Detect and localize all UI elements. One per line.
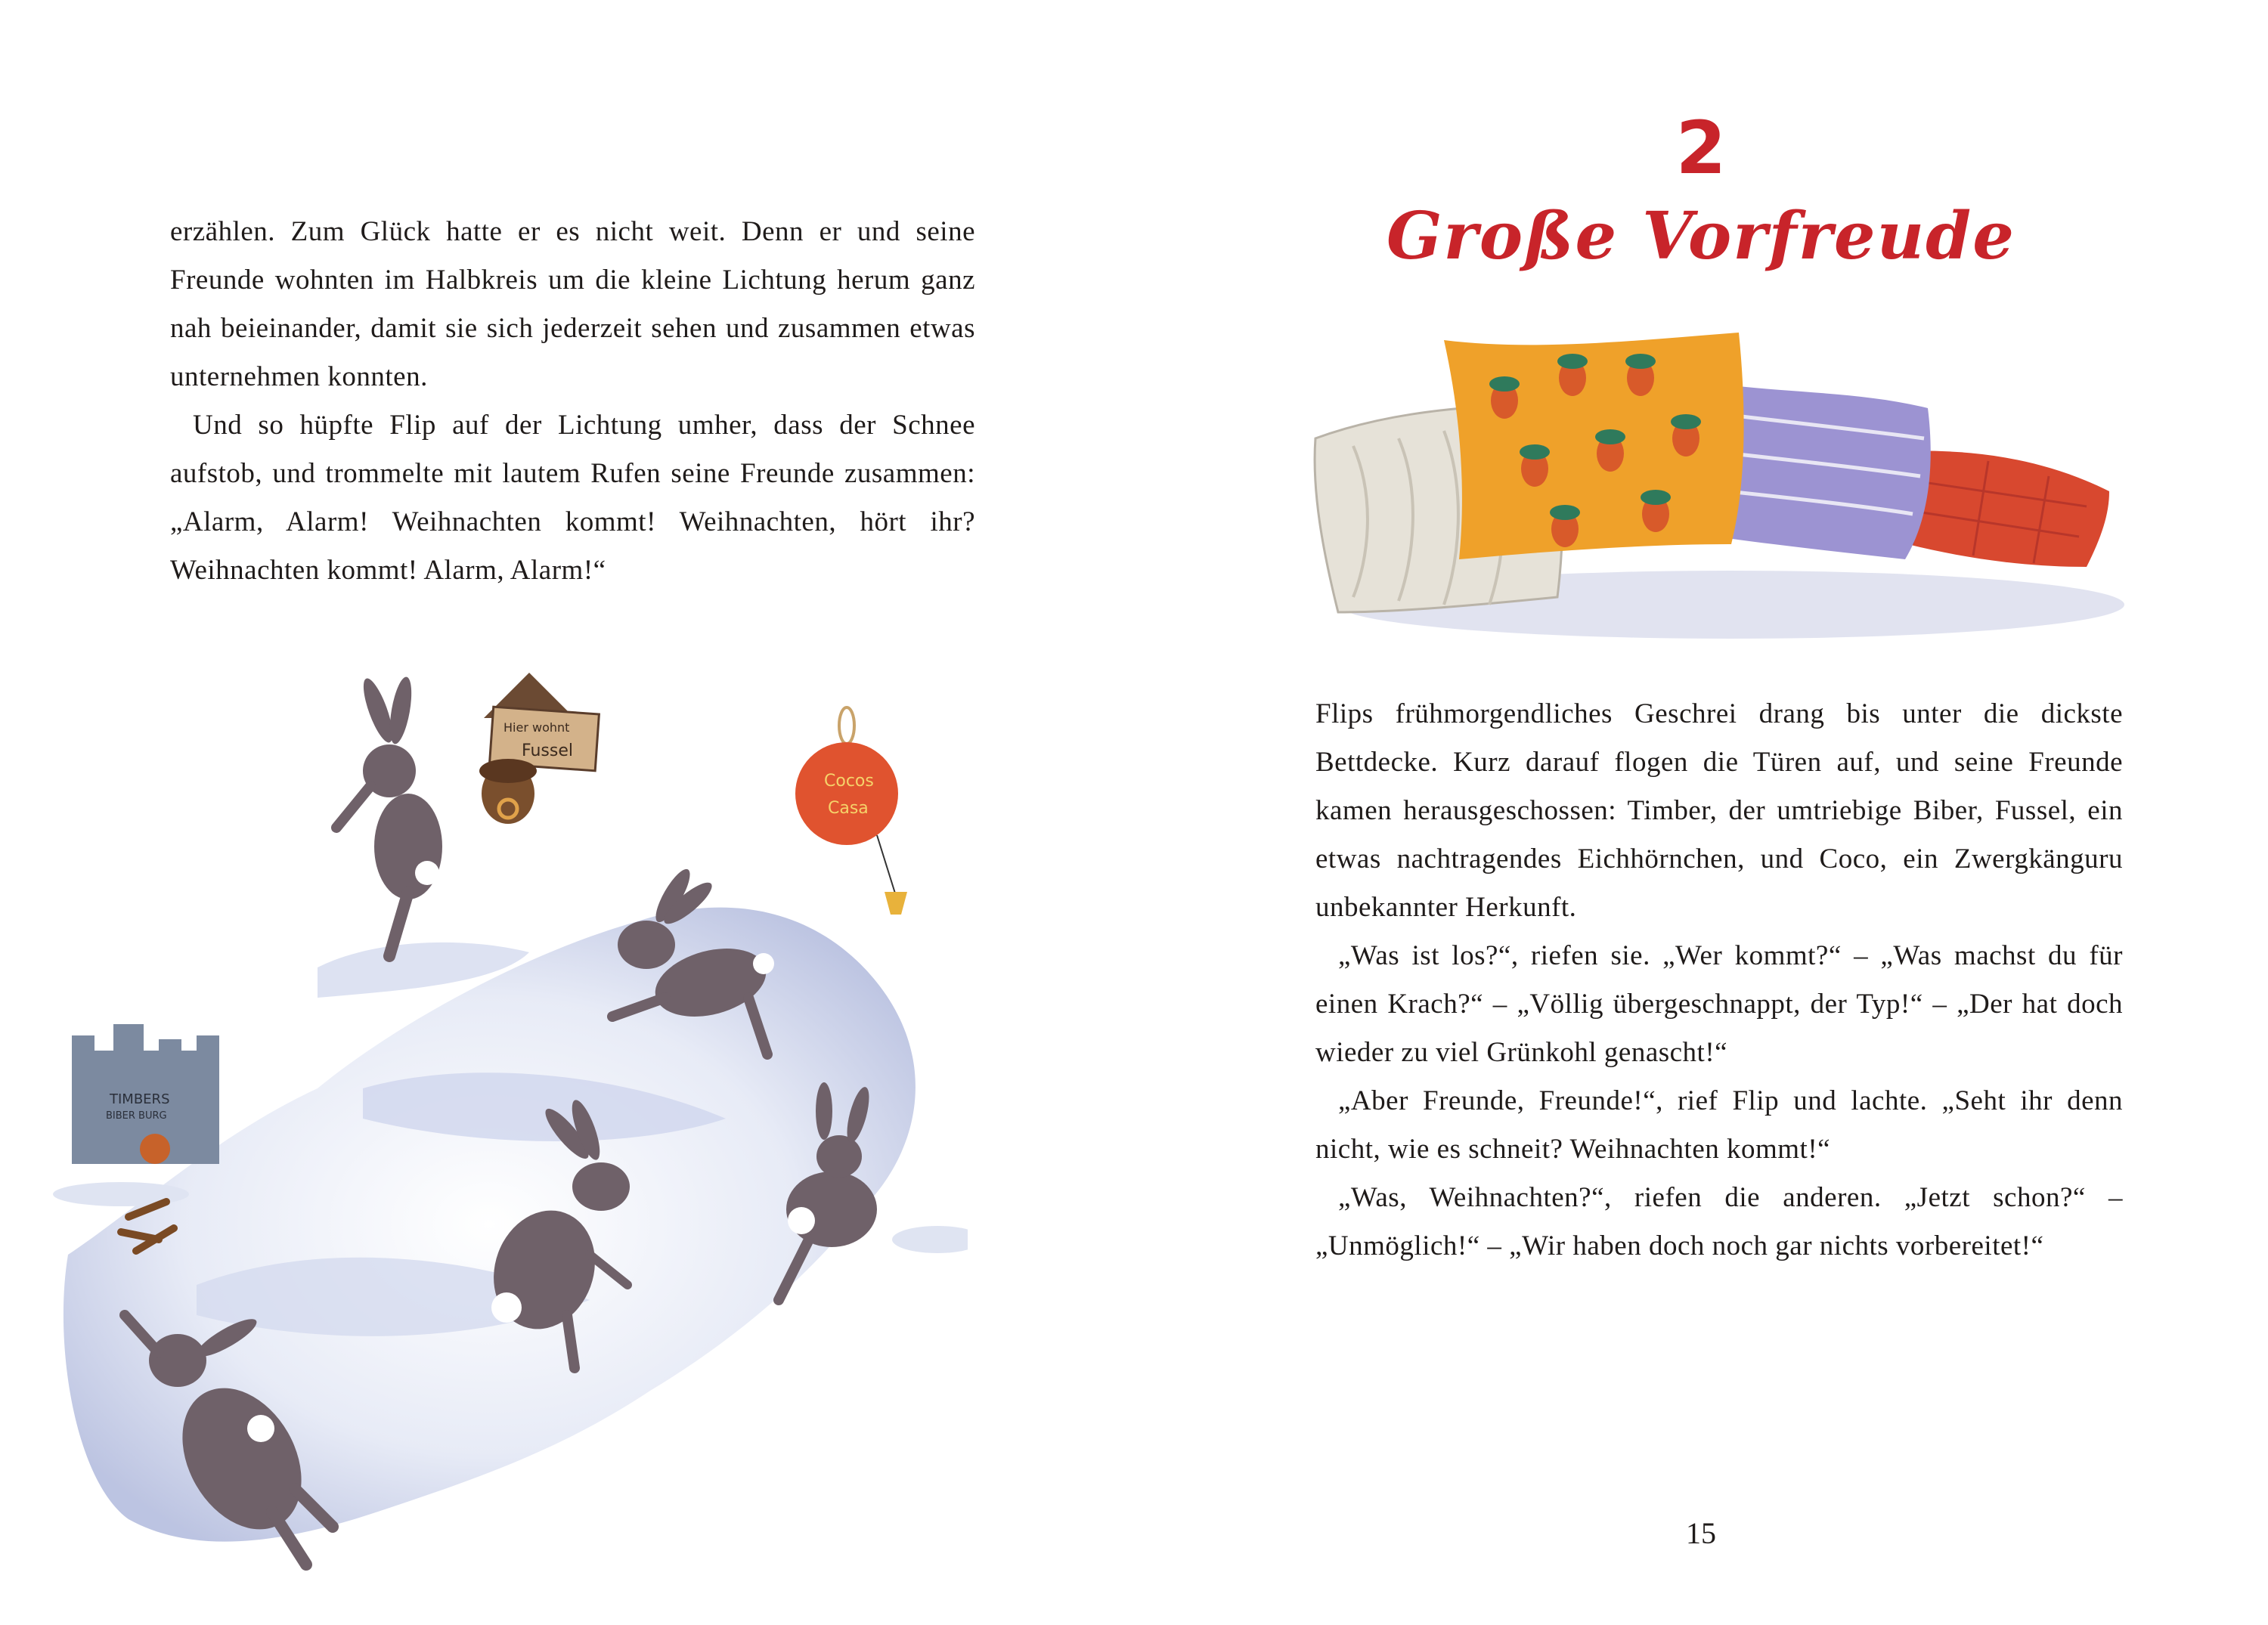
- fussel-sign: [479, 673, 599, 824]
- snow-bunnies-illustration: [45, 665, 968, 1602]
- right-page: [1134, 0, 2268, 1625]
- right-paragraph-4: „Was, Weihnachten?“, riefen die anderen. „Jetzt schon?“ – „Unmöglich!“ – „Wir haben doch noch gar nichts vorbereitet!“: [1315, 1182, 2123, 1261]
- left-paragraph-2: Und so hüpfte Flip auf der Lichtung umher, dass der Schnee aufstob, und trommelte mit lautem Rufen seine Freunde zusammen: „Alarm, Alarm! Weihnachten kommt! Weihnachten, hört ihr? Weihnachten kommt! Alarm, Alarm!“: [170, 410, 975, 586]
- pillows-illustration: [1308, 317, 2147, 658]
- timber-sign-line2: BIBER BURG: [106, 1110, 167, 1122]
- timber-sign-line1: TIMBERS: [110, 1091, 170, 1107]
- bunny: [336, 676, 442, 956]
- coco-sign-line1: Cocos: [824, 772, 874, 791]
- page-number: 15: [1686, 1516, 1716, 1550]
- pillow-orange: [1444, 333, 1744, 559]
- right-paragraph-1: Flips frühmorgendliches Geschrei drang bis unter die dickste Bettdecke. Kurz darauf flogen die Türen auf, und seine Freunde kamen herausgeschossen: Timber, der umtriebige Biber, Fussel, ein etwas nachtragendes Eichhörnchen, und Coco, ein Zwergkänguru unbekannter Herkunft.: [1315, 698, 2123, 923]
- left-page-text: [170, 208, 975, 595]
- coco-sign: [795, 707, 907, 915]
- right-page-text: [1315, 690, 2123, 1271]
- right-paragraph-3: „Aber Freunde, Freunde!“, rief Flip und lachte. „Seht ihr denn nicht, wie es schneit? Weihnachten kommt!“: [1315, 1085, 2123, 1165]
- pillow-purple: [1716, 385, 1931, 559]
- fussel-sign-line1: Hier wohnt: [503, 720, 570, 735]
- chapter-number: 2: [1675, 106, 1727, 190]
- fussel-sign-line2: Fussel: [522, 741, 573, 760]
- left-paragraph-1: erzählen. Zum Glück hatte er es nicht weit. Denn er und seine Freunde wohnten im Halbkreis um die kleine Lichtung herum ganz nah beieinander, damit sie sich jederzeit sehen und zusammen etwas unternehmen konnten.: [170, 216, 975, 392]
- chapter-title: Große Vorfreude: [1386, 198, 2015, 274]
- coco-sign-line2: Casa: [828, 799, 869, 818]
- right-paragraph-2: „Was ist los?“, riefen sie. „Wer kommt?“ – „Was machst du für einen Krach?“ – „Völlig übergeschnappt, der Typ!“ – „Der hat doch wieder zu viel Grünkohl genascht!“: [1315, 940, 2123, 1068]
